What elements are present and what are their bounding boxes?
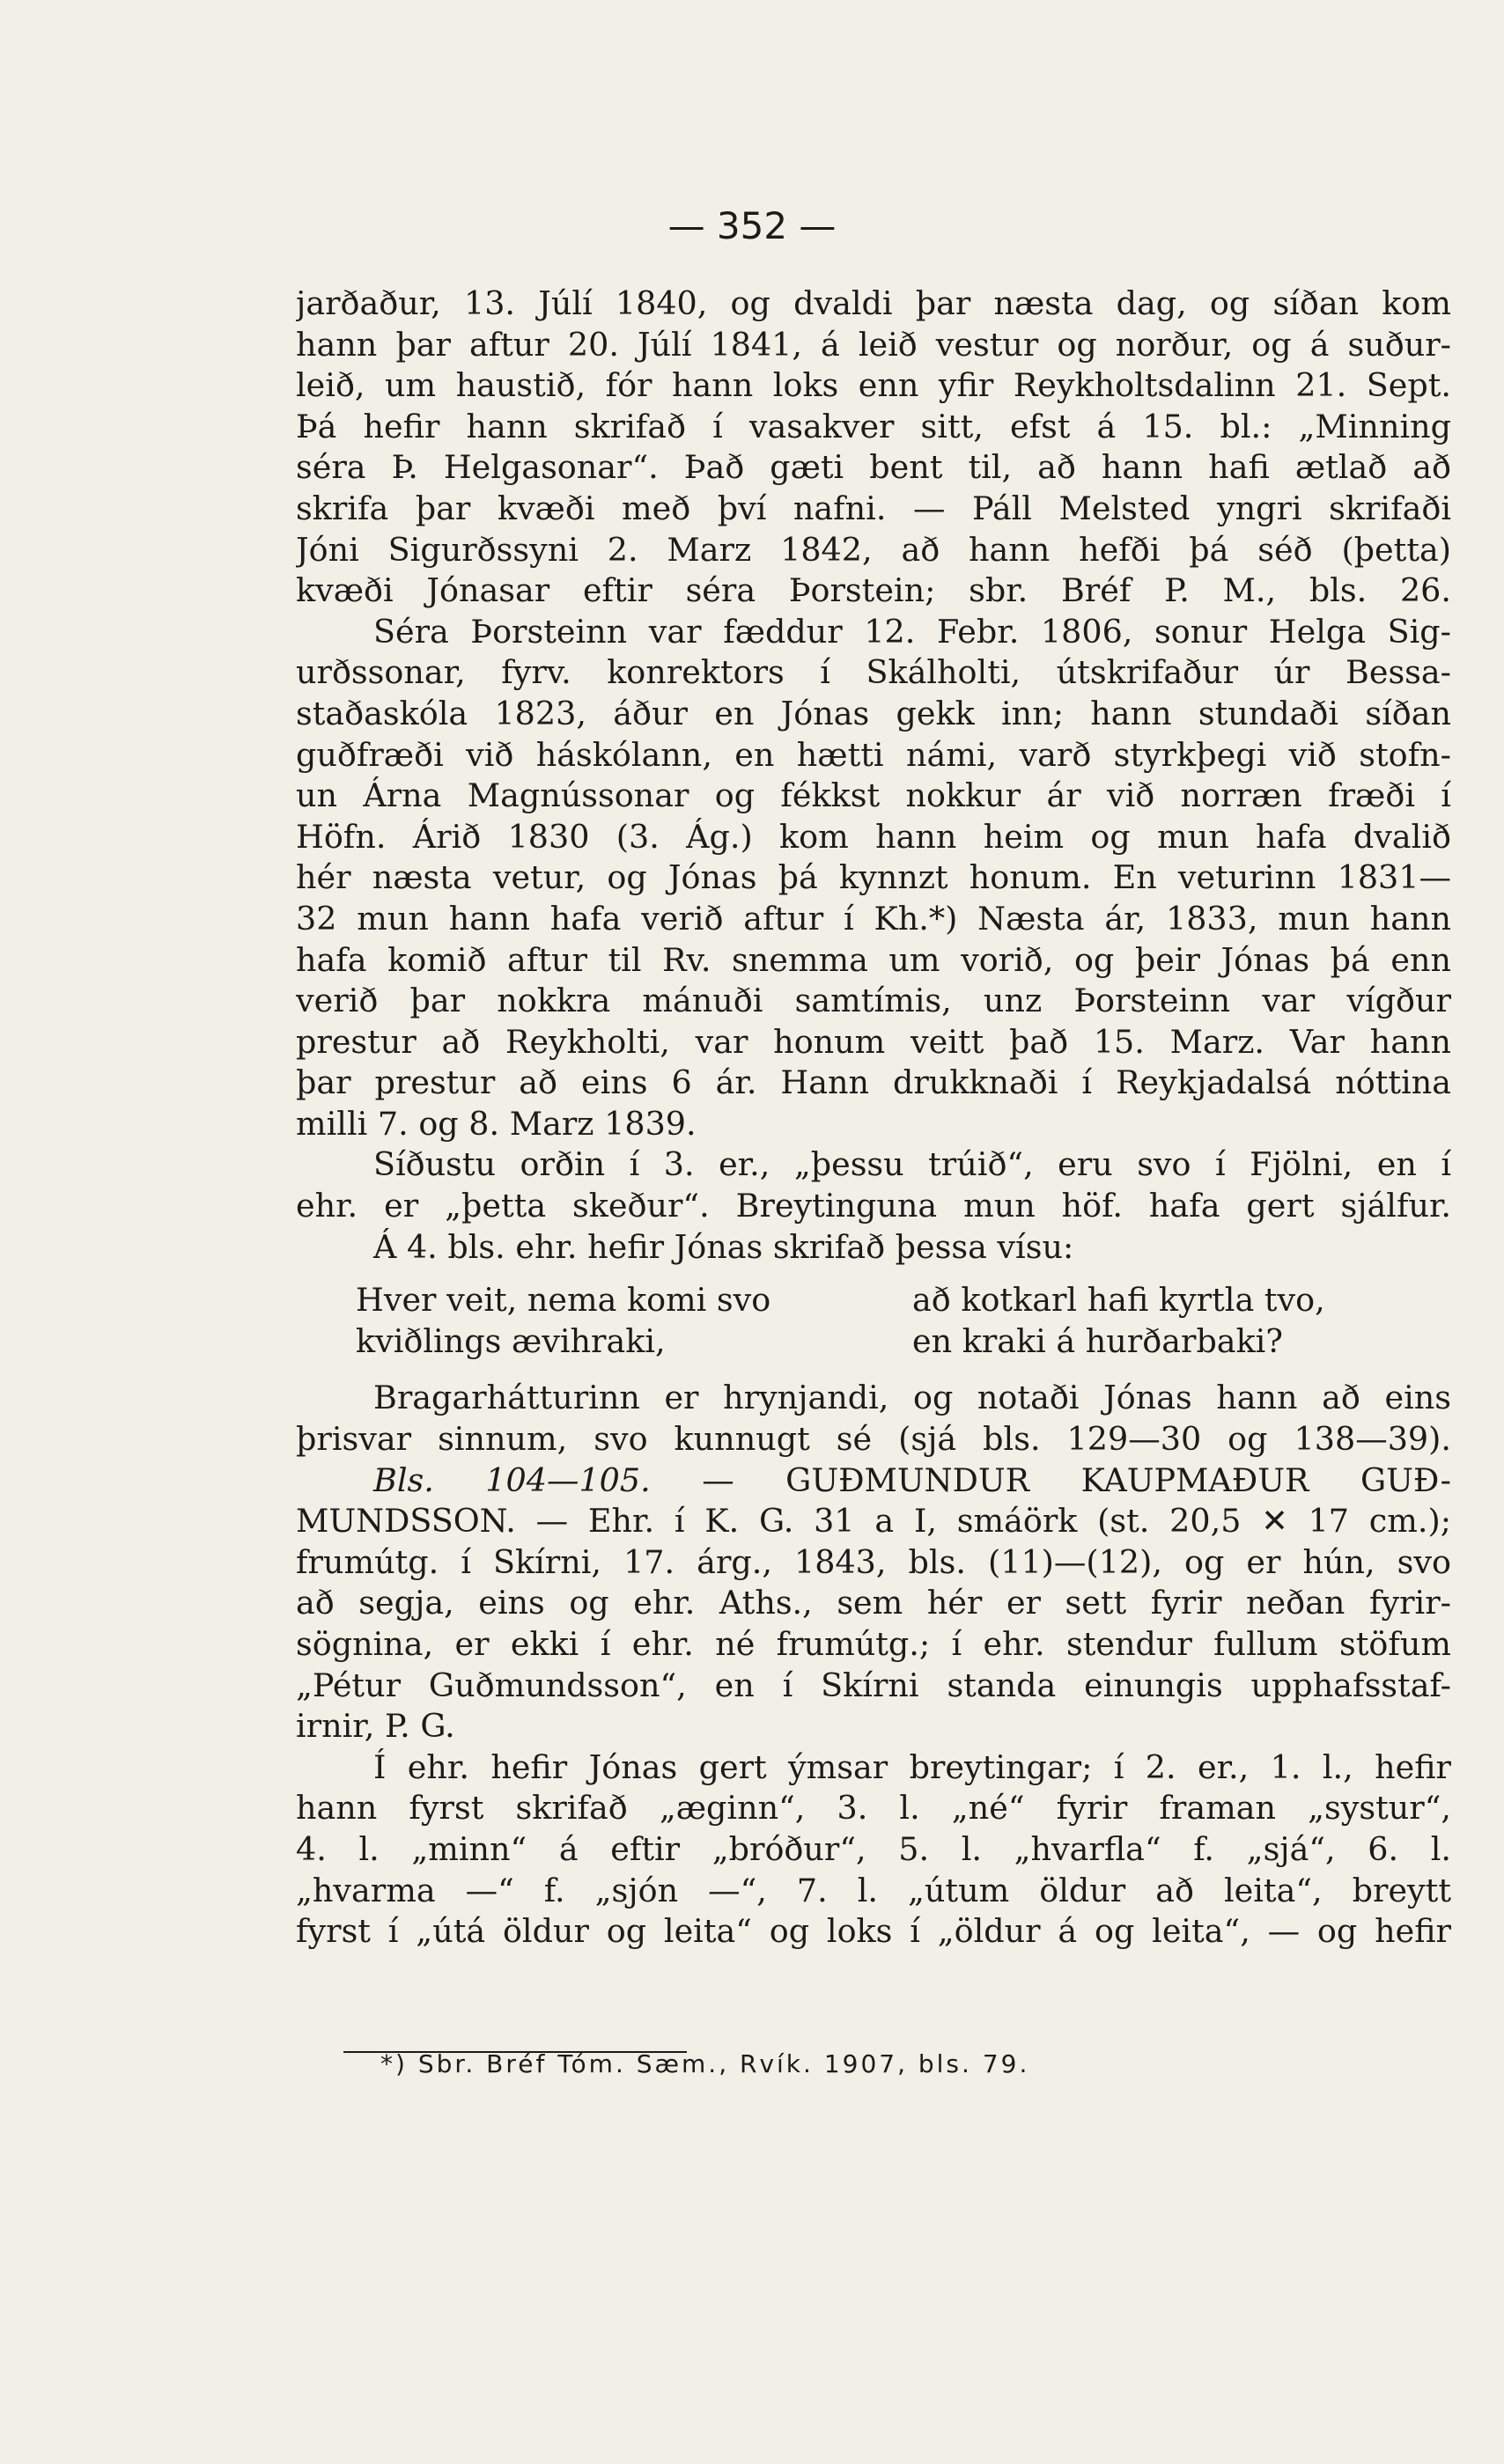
text-line: Þá hefir hann skrifað í vasakver sitt, efst á 15. bl.: „Minning (296, 407, 1451, 445)
text-line: hann fyrst skrifað „æginn“, 3. l. „né“ fyrir framan „systur“, (296, 1789, 1451, 1828)
text-line: irnir, P. G. (296, 1707, 455, 1746)
text-line: leið, um haustið, fór hann loks enn yfir Reykholtsdalinn 21. Sept. (296, 366, 1451, 405)
text-line: hafa komið aftur til Rv. snemma um vorið, og þeir Jónas þá enn (296, 940, 1451, 979)
verse-left: kviðlings ævihraki, (356, 1321, 666, 1360)
text-line: „Pétur Guðmundsson“, en í Skírni standa einungis upphafsstaf- (296, 1666, 1451, 1704)
text-line: Síðustu orðin í 3. er., „þessu trúið“, eru svo í Fjölni, en í (373, 1145, 1451, 1184)
text-line: verið þar nokkra mánuði samtímis, unz Þorsteinn var vígður (296, 982, 1451, 1020)
text-line: jarðaður, 13. Júlí 1840, og dvaldi þar næsta dag, og síðan kom (296, 284, 1451, 322)
text-line: 32 mun hann hafa verið aftur í Kh.*) Næsta ár, 1833, mun hann (296, 899, 1451, 938)
verse-right: en kraki á hurðarbaki? (912, 1321, 1283, 1360)
text-line: urðssonar, fyrv. konrektors í Skálholti, útskrifaður úr Bessa- (296, 653, 1451, 692)
verse-right: að kotkarl hafi kyrtla tvo, (912, 1281, 1325, 1320)
verse-left: Hver veit, nema komi svo (356, 1281, 771, 1320)
text-line: hann þar aftur 20. Júlí 1841, á leið vestur og norður, og á suður- (296, 325, 1451, 364)
verse-line (296, 1321, 1451, 1363)
text-line: fyrst í „útá öldur og leita“ og loks í „öldur á og leita“, — og hefir (296, 1912, 1451, 1951)
text-line: ehr. er „þetta skeður“. Breytinguna mun höf. hafa gert sjálfur. (296, 1187, 1451, 1225)
text-line: kvæði Jónasar eftir séra Þorstein; sbr. Bréf P. M., bls. 26. (296, 571, 1451, 610)
text-line: staðaskóla 1823, áður en Jónas gekk inn; hann stundaði síðan (296, 694, 1451, 732)
text-line: þrisvar sinnum, svo kunnugt sé (sjá bls. 129—30 og 138—39). (296, 1420, 1451, 1459)
text-line: milli 7. og 8. Marz 1839. (296, 1104, 697, 1143)
footnote: *) Sbr. Bréf Tóm. Sæm., Rvík. 1907, bls. 79. (380, 2049, 1030, 2078)
text-line: skrifa þar kvæði með því nafni. — Páll Melsted yngri skrifaði (296, 489, 1451, 527)
text-line: Jóni Sigurðssyni 2. Marz 1842, að hann hefði þá séð (þetta) (296, 530, 1451, 569)
text-line: Séra Þorsteinn var fæddur 12. Febr. 1806, sonur Helga Sig- (373, 612, 1451, 651)
text-line: prestur að Reykholti, var honum veitt það 15. Marz. Var hann (296, 1022, 1451, 1061)
verse-line (296, 1280, 1451, 1321)
text-line: Höfn. Árið 1830 (3. Ág.) kom hann heim og mun hafa dvalið (296, 817, 1451, 856)
text-line: þar prestur að eins 6 ár. Hann drukknaði í Reykjadalsá nóttina (296, 1063, 1451, 1102)
text-line: séra Þ. Helgasonar“. Það gæti bent til, að hann hafi ætlað að (296, 448, 1451, 487)
text-line (296, 1460, 1451, 1502)
page-reference: Bls. 104—105. (373, 1460, 651, 1499)
text-line: MUNDSSON. — Ehr. í K. G. 31 a I, smáörk (st. 20,5 ✕ 17 cm.); (296, 1502, 1451, 1541)
page-number: — 352 — (667, 204, 837, 247)
text-line: frumútg. í Skírni, 17. árg., 1843, bls. (11)—(12), og er hún, svo (296, 1542, 1451, 1581)
text-line: guðfræði við háskólann, en hætti námi, varð styrkþegi við stofn- (296, 735, 1451, 774)
text-line: Á 4. bls. ehr. hefir Jónas skrifað þessa vísu: (373, 1227, 1074, 1266)
text-line: Í ehr. hefir Jónas gert ýmsar breytingar; í 2. er., 1. l., hefir (373, 1747, 1451, 1786)
text-line: hér næsta vetur, og Jónas þá kynnzt honum. En veturinn 1831— (296, 858, 1451, 897)
text-line: að segja, eins og ehr. Aths., sem hér er sett fyrir neðan fyrir- (296, 1584, 1451, 1622)
text-line: 4. l. „minn“ á eftir „bróður“, 5. l. „hvarfla“ f. „sjá“, 6. l. (296, 1829, 1451, 1868)
text-line: sögnina, er ekki í ehr. né frumútg.; í ehr. stendur fullum stöfum (296, 1625, 1451, 1663)
text-line: „hvarma —“ f. „sjón —“, 7. l. „útum öldur að leita“, breytt (296, 1871, 1451, 1909)
body-text (296, 283, 1451, 1953)
text-line: un Árna Magnússonar og fékkst nokkur ár við norræn fræði í (296, 776, 1451, 815)
text-line: Bragarhátturinn er hrynjandi, og notaði Jónas hann að eins (373, 1379, 1451, 1417)
section-heading: — GUÐMUNDUR KAUPMAÐUR GUÐ- (702, 1460, 1451, 1499)
